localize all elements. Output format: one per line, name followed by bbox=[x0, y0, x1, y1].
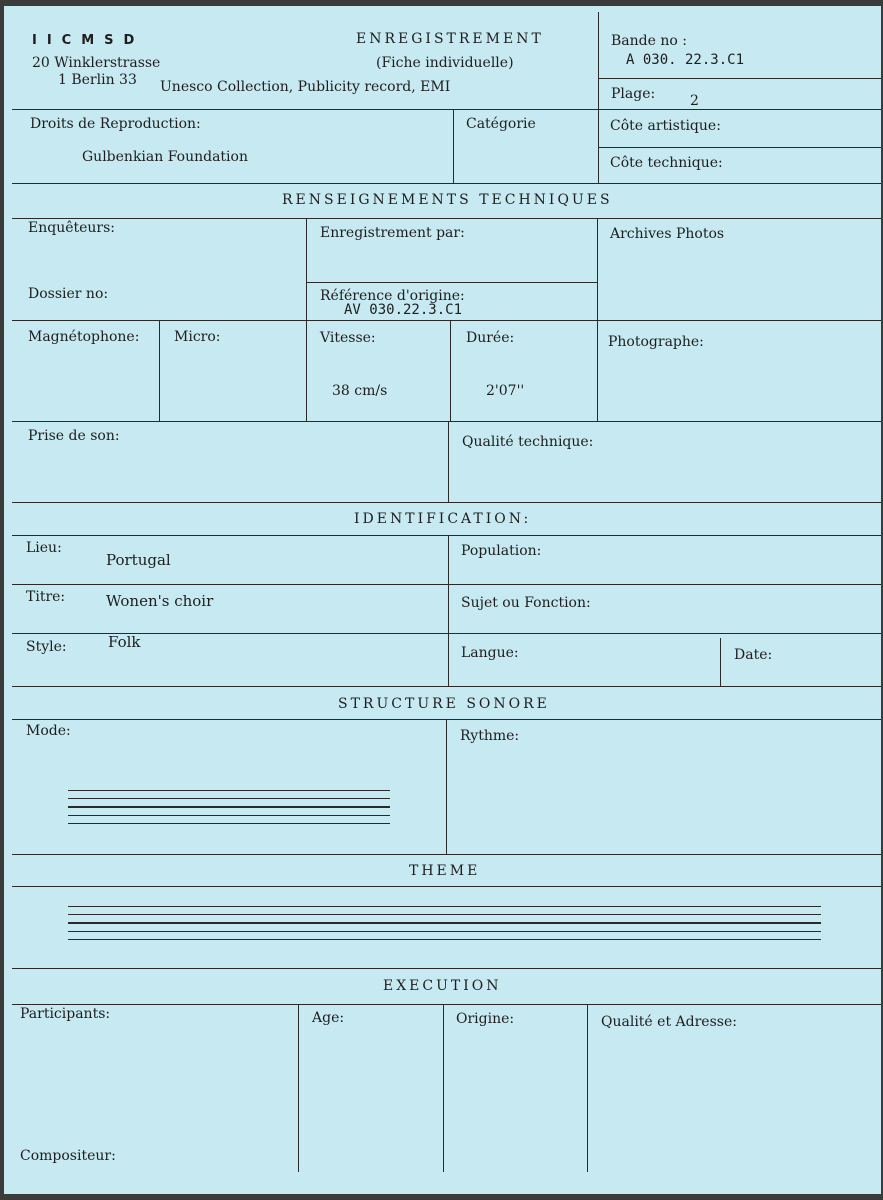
rule-cote bbox=[598, 147, 881, 148]
vitesse-label: Vitesse: bbox=[320, 330, 376, 346]
reference-label: Référence d'origine: bbox=[320, 288, 465, 304]
execution-heading: EXECUTION bbox=[383, 978, 502, 994]
rythme-label: Rythme: bbox=[460, 728, 520, 744]
categorie-divider-left bbox=[453, 109, 454, 184]
magnetophone-label: Magnétophone: bbox=[28, 329, 140, 345]
vitesse-value: 38 cm/s bbox=[332, 383, 388, 399]
plage-label: Plage: bbox=[611, 86, 656, 102]
execution-divider-qualite bbox=[587, 1004, 588, 1172]
rule-theme-bottom bbox=[12, 968, 881, 969]
reference-value: AV 030.22.3.C1 bbox=[344, 302, 463, 318]
rule-prise bbox=[12, 502, 881, 503]
qualite-technique-label: Qualité technique: bbox=[462, 434, 594, 450]
lieu-value: Portugal bbox=[106, 551, 171, 569]
micro-label: Micro: bbox=[174, 329, 221, 345]
archives-photos-label: Archives Photos bbox=[610, 226, 725, 242]
population-label: Population: bbox=[461, 543, 542, 559]
form-subtitle: (Fiche individuelle) bbox=[376, 55, 514, 71]
rule-execution-heading bbox=[12, 1004, 881, 1005]
execution-divider-age bbox=[298, 1004, 299, 1172]
participants-label: Participants: bbox=[20, 1006, 111, 1022]
tech-divider-micro bbox=[159, 320, 160, 421]
duree-value: 2'07'' bbox=[486, 383, 525, 399]
rule-ident-heading bbox=[12, 535, 881, 536]
recording-form-card bbox=[4, 6, 881, 1194]
theme-heading: THEME bbox=[409, 863, 481, 879]
org-name: IICMSD bbox=[32, 33, 145, 48]
rule-enregistrement bbox=[306, 282, 597, 283]
prise-divider bbox=[448, 421, 449, 503]
titre-value: Wonen's choir bbox=[106, 592, 214, 610]
rule-structure-bottom bbox=[12, 854, 881, 855]
rule-theme-heading bbox=[12, 886, 881, 887]
ident-divider bbox=[448, 535, 449, 687]
droits-value: Gulbenkian Foundation bbox=[82, 149, 248, 165]
origine-label: Origine: bbox=[456, 1011, 515, 1027]
photographe-label: Photographe: bbox=[608, 334, 704, 350]
address-line-1: 20 Winklerstrasse bbox=[32, 55, 161, 71]
date-divider bbox=[720, 638, 721, 687]
structure-divider bbox=[446, 719, 447, 854]
rule-titre bbox=[12, 633, 881, 634]
execution-divider-origine bbox=[443, 1004, 444, 1172]
collection-line: Unesco Collection, Publicity record, EMI bbox=[160, 79, 451, 95]
categorie-label: Catégorie bbox=[466, 116, 536, 132]
qualite-adresse-label: Qualité et Adresse: bbox=[601, 1014, 737, 1030]
address-line-2: 1 Berlin 33 bbox=[58, 72, 137, 88]
cote-technique-label: Côte technique: bbox=[610, 155, 723, 171]
style-value: Folk bbox=[108, 633, 141, 651]
rule-header-bottom bbox=[12, 109, 881, 110]
sujet-fonction-label: Sujet ou Fonction: bbox=[461, 595, 591, 611]
identification-heading: IDENTIFICATION: bbox=[354, 511, 532, 527]
rule-magnetophone bbox=[12, 421, 881, 422]
style-label: Style: bbox=[26, 639, 67, 655]
form-title: ENREGISTREMENT bbox=[356, 31, 544, 47]
age-label: Age: bbox=[312, 1010, 345, 1026]
titre-label: Titre: bbox=[26, 589, 66, 605]
lieu-label: Lieu: bbox=[26, 540, 62, 556]
rule-tech-heading bbox=[12, 218, 881, 219]
enqueteurs-label: Enquêteurs: bbox=[28, 220, 116, 236]
rule-rights-bottom bbox=[12, 183, 881, 184]
enregistrement-par-label: Enregistrement par: bbox=[320, 225, 465, 241]
bande-value: A 030. 22.3.C1 bbox=[626, 52, 745, 68]
rule-lieu bbox=[12, 584, 881, 585]
dossier-label: Dossier no: bbox=[28, 286, 109, 302]
rule-style bbox=[12, 686, 881, 687]
structure-heading: STRUCTURE SONORE bbox=[338, 696, 550, 712]
mode-staff bbox=[68, 790, 390, 831]
tech-divider-duree bbox=[450, 320, 451, 421]
compositeur-label: Compositeur: bbox=[20, 1148, 116, 1164]
rule-dossier bbox=[12, 320, 881, 321]
bande-label: Bande no : bbox=[611, 33, 687, 49]
theme-staff bbox=[68, 906, 821, 947]
duree-label: Durée: bbox=[466, 330, 515, 346]
langue-label: Langue: bbox=[461, 645, 519, 661]
mode-label: Mode: bbox=[26, 723, 71, 739]
rule-bande bbox=[598, 78, 881, 79]
droits-label: Droits de Reproduction: bbox=[30, 116, 201, 132]
plage-value: 2 bbox=[690, 93, 699, 109]
tech-heading: RENSEIGNEMENTS TECHNIQUES bbox=[282, 192, 613, 208]
cote-artistique-label: Côte artistique: bbox=[610, 118, 721, 134]
prise-de-son-label: Prise de son: bbox=[28, 428, 120, 444]
date-label: Date: bbox=[734, 647, 773, 663]
header-divider bbox=[598, 12, 599, 184]
